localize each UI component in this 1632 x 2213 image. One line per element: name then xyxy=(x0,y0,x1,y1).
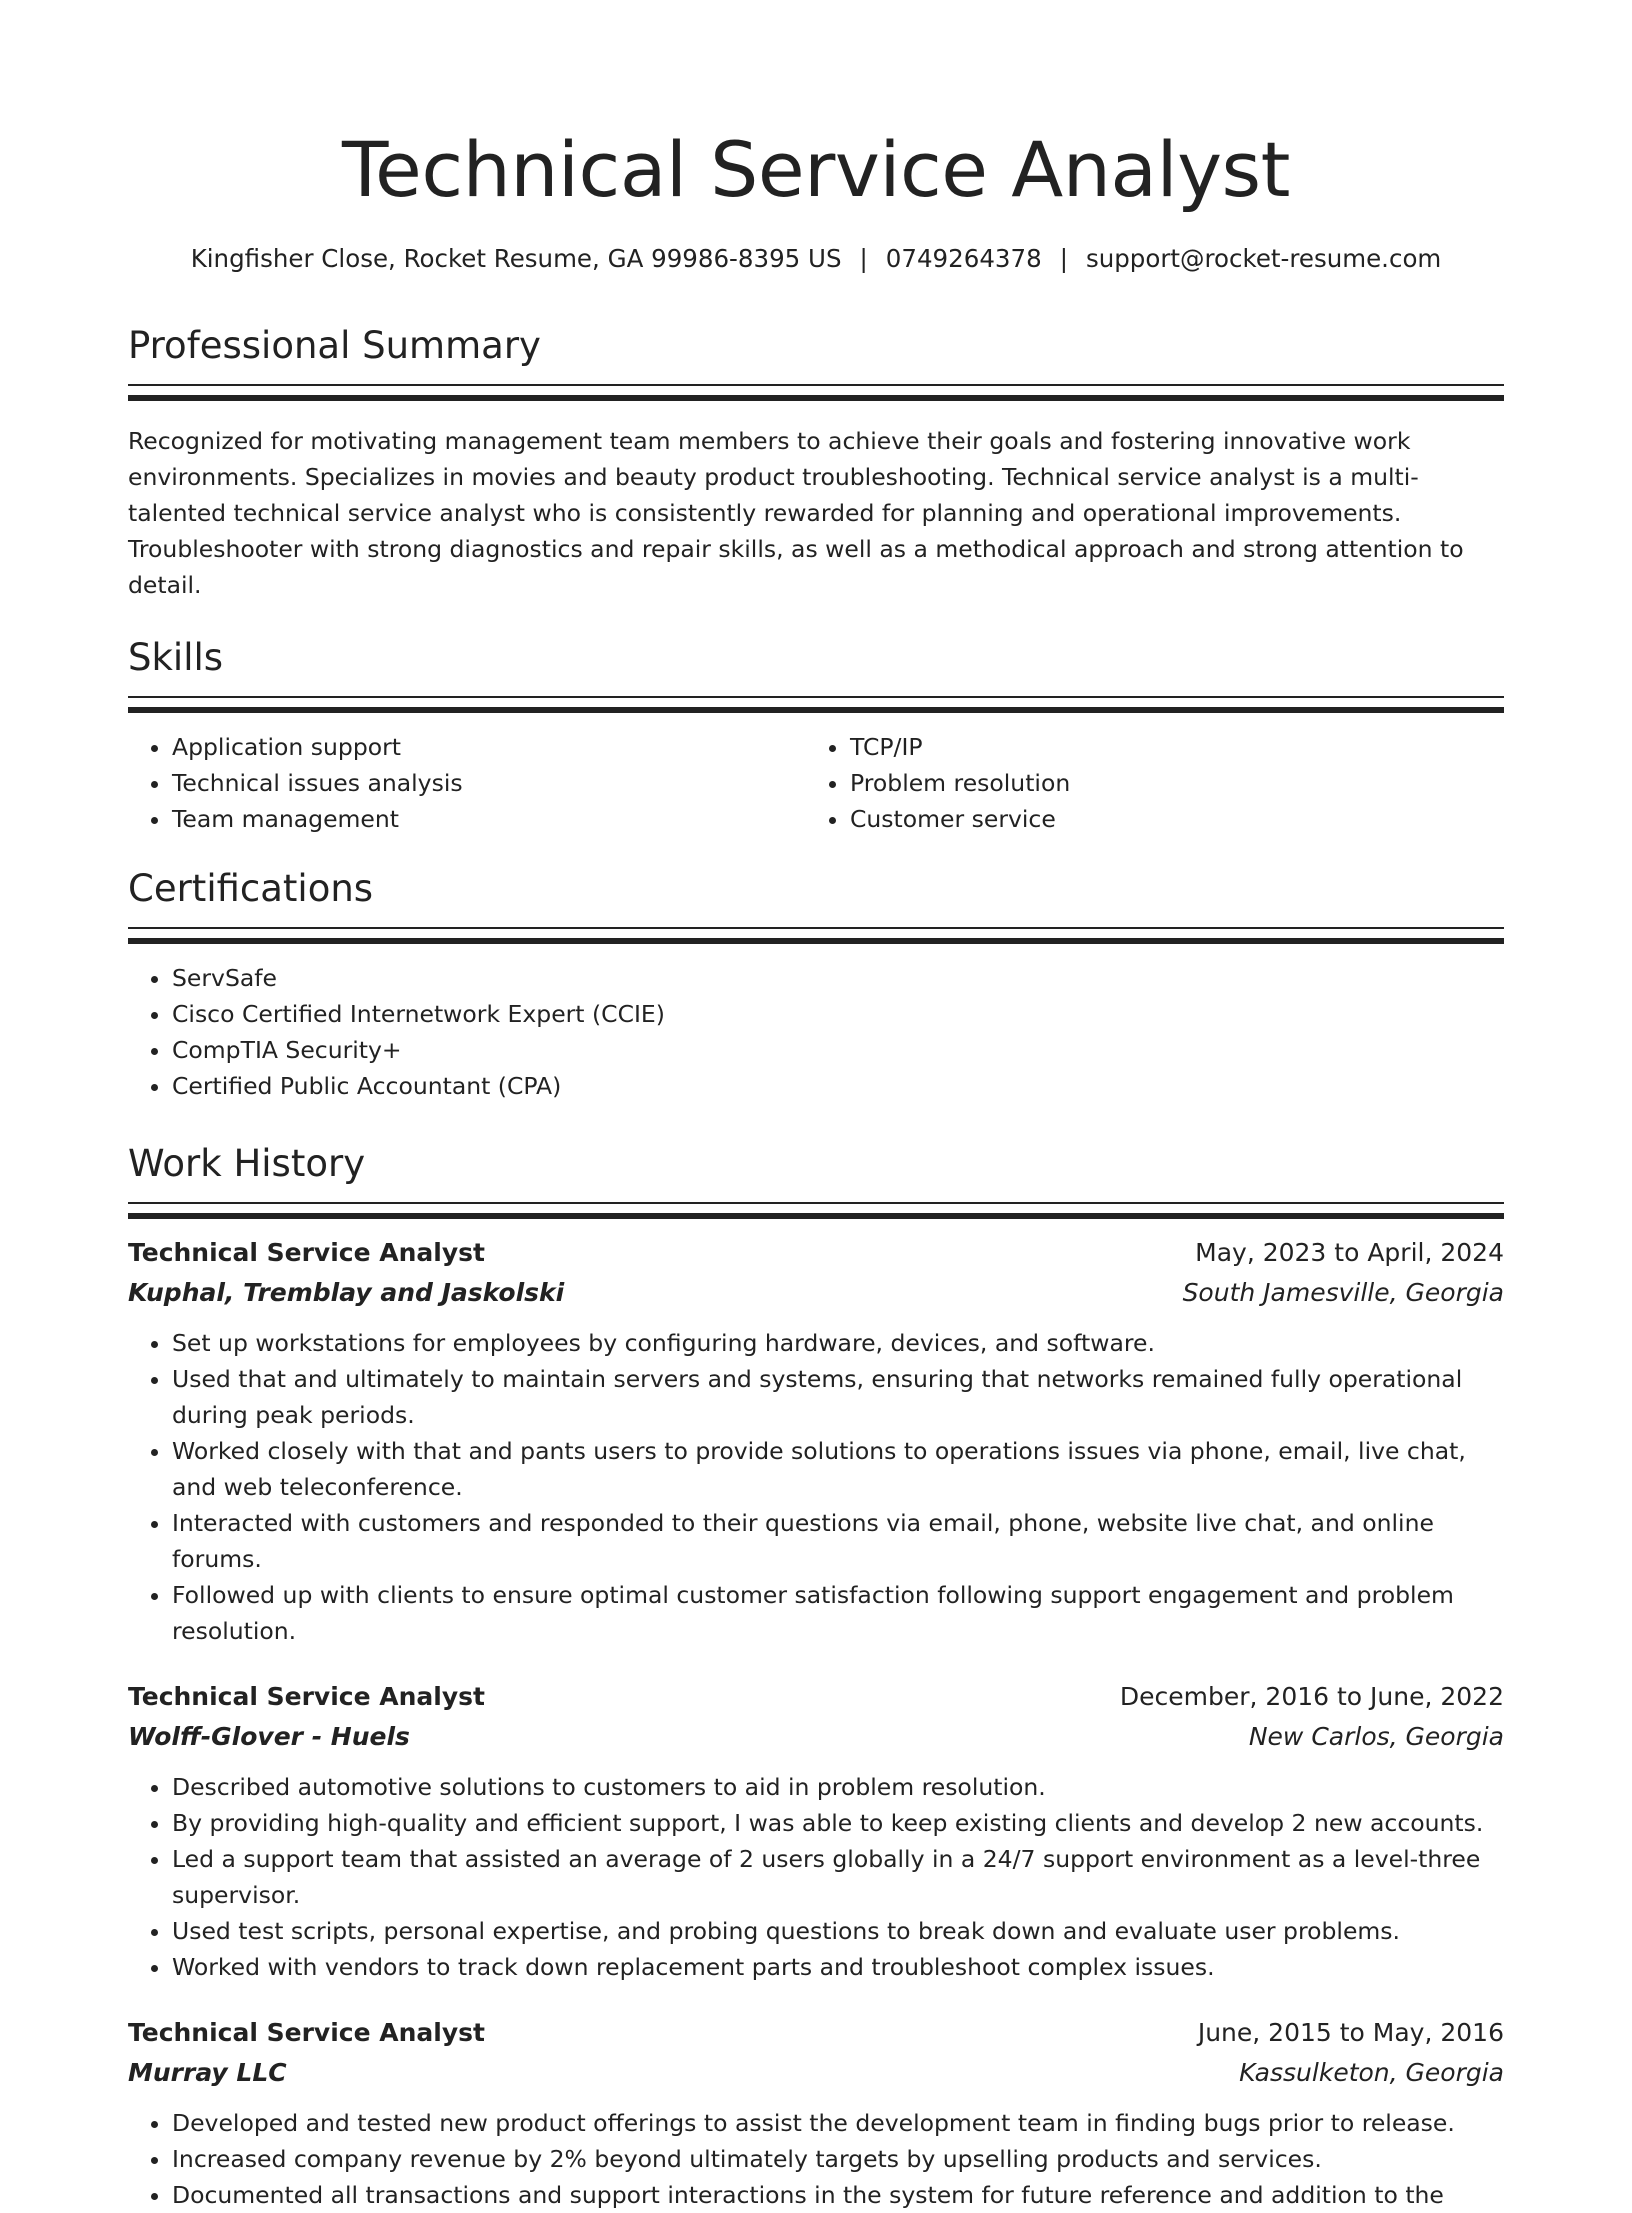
job-bullet: • Interacted with customers and responded to their questions via email, phone, website live chat, and online forums. xyxy=(172,1505,1504,1577)
resume-name: Technical Service Analyst xyxy=(342,125,1290,214)
skills-list-right xyxy=(806,729,1484,837)
section-title-skills: Skills xyxy=(128,636,224,679)
job-bullet: • Used test scripts, personal expertise, and probing questions to break down and evaluate user problems. xyxy=(172,1913,1504,1949)
contact-line xyxy=(128,242,1504,276)
job-bullet: • Worked with vendors to track down replacement parts and troubleshoot complex issues. xyxy=(172,1949,1504,1985)
certification-item: • Cisco Certified Internetwork Expert (CCIE) xyxy=(172,996,1504,1032)
job-entry xyxy=(128,1677,1504,1985)
job-location: South Jamesville, Georgia xyxy=(1182,1278,1504,1307)
skill-item: • Application support xyxy=(172,729,806,765)
certifications-section xyxy=(128,865,1504,1104)
job-company: Murray LLC xyxy=(128,2058,287,2087)
professional-summary-section xyxy=(128,322,1504,603)
job-company: Wolff-Glover - Huels xyxy=(128,1722,410,1751)
job-bullet: • Increased company revenue by 2% beyond ultimately targets by upselling products and services. xyxy=(172,2141,1504,2177)
section-title-certifications: Certifications xyxy=(128,867,374,910)
job-bullet: • Used that and ultimately to maintain servers and systems, ensuring that networks remained fully operational during peak periods. xyxy=(172,1361,1504,1433)
work-history-section xyxy=(128,1140,1504,2213)
section-title-work-history: Work History xyxy=(128,1142,366,1185)
job-subheader xyxy=(128,1717,1504,1757)
skill-item: • Technical issues analysis xyxy=(172,765,806,801)
contact-separator: | xyxy=(1059,244,1068,273)
job-bullet: • Described automotive solutions to customers to aid in problem resolution. xyxy=(172,1769,1504,1805)
job-location: New Carlos, Georgia xyxy=(1248,1722,1504,1751)
summary-text: Recognized for motivating management team members to achieve their goals and fostering innovative work environments. Specializes in movies and beauty product troubleshooting. Technical service analyst is a multi-talented technical service analyst who is consistently rewarded for planning and operational improvements. Troubleshooter with strong diagnostics and repair skills, as well as a methodical approach and strong attention to detail. xyxy=(128,427,1464,599)
certification-item: • CompTIA Security+ xyxy=(172,1032,1504,1068)
job-bullets xyxy=(128,2105,1504,2213)
skills-list-left xyxy=(128,729,806,837)
job-bullets xyxy=(128,1325,1504,1649)
job-title: Technical Service Analyst xyxy=(128,1238,485,1267)
job-entry xyxy=(128,1233,1504,1649)
skill-item: • Problem resolution xyxy=(850,765,1484,801)
section-divider xyxy=(128,384,1504,401)
job-entry xyxy=(128,2013,1504,2213)
job-bullet: • Developed and tested new product offerings to assist the development team in finding bugs prior to release. xyxy=(172,2105,1504,2141)
job-dates: June, 2015 to May, 2016 xyxy=(1197,2018,1504,2047)
job-bullet: • Followed up with clients to ensure optimal customer satisfaction following support engagement and problem resolution. xyxy=(172,1577,1504,1649)
job-company: Kuphal, Tremblay and Jaskolski xyxy=(128,1278,565,1307)
job-bullet: • By providing high-quality and efficient support, I was able to keep existing clients and develop 2 new accounts. xyxy=(172,1805,1504,1841)
certification-item: • ServSafe xyxy=(172,960,1504,996)
job-title: Technical Service Analyst xyxy=(128,1682,485,1711)
job-header xyxy=(128,1677,1504,1717)
job-title: Technical Service Analyst xyxy=(128,2018,485,2047)
contact-phone[interactable]: 0749264378 xyxy=(885,244,1042,273)
section-divider xyxy=(128,1202,1504,1219)
job-bullet: • Set up workstations for employees by configuring hardware, devices, and software. xyxy=(172,1325,1504,1361)
contact-separator: | xyxy=(859,244,868,273)
job-header xyxy=(128,2013,1504,2053)
job-header xyxy=(128,1233,1504,1273)
certification-item: • Certified Public Accountant (CPA) xyxy=(172,1068,1504,1104)
resume-page xyxy=(128,0,1504,2213)
section-title-summary: Professional Summary xyxy=(128,324,541,367)
job-subheader xyxy=(128,2053,1504,2093)
contact-address: Kingfisher Close, Rocket Resume, GA 99986-8395 US xyxy=(190,244,842,273)
job-bullet: • Led a support team that assisted an average of 2 users globally in a 24/7 support environment as a level-three supervisor. xyxy=(172,1841,1504,1913)
skills-section xyxy=(128,634,1504,837)
job-dates: December, 2016 to June, 2022 xyxy=(1119,1682,1504,1711)
contact-email[interactable]: support@rocket-resume.com xyxy=(1085,244,1442,273)
job-bullets xyxy=(128,1769,1504,1985)
skills-grid xyxy=(128,729,1504,837)
job-subheader xyxy=(128,1273,1504,1313)
job-location: Kassulketon, Georgia xyxy=(1239,2058,1504,2087)
skill-item: • Customer service xyxy=(850,801,1484,837)
job-bullet: • Documented all transactions and support interactions in the system for future reference and addition to the xyxy=(172,2177,1504,2213)
section-divider xyxy=(128,696,1504,713)
certifications-list xyxy=(128,960,1504,1104)
section-divider xyxy=(128,927,1504,944)
skill-item: • Team management xyxy=(172,801,806,837)
job-dates: May, 2023 to April, 2024 xyxy=(1195,1238,1504,1267)
skill-item: • TCP/IP xyxy=(850,729,1484,765)
job-bullet: • Worked closely with that and pants users to provide solutions to operations issues via phone, email, live chat, and web teleconference. xyxy=(172,1433,1504,1505)
